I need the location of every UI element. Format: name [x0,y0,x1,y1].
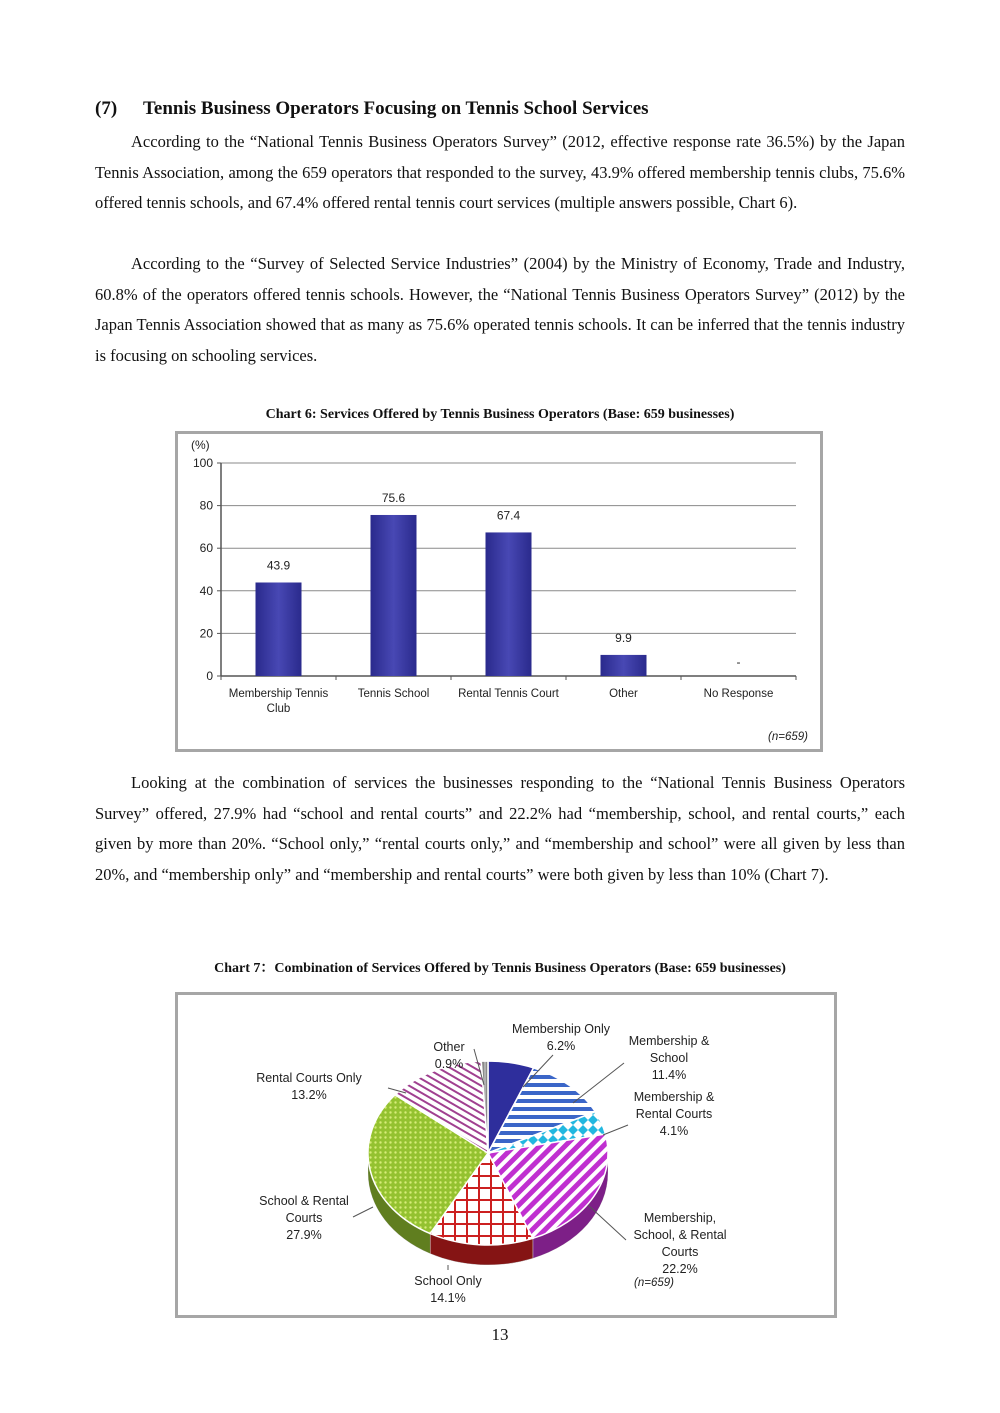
leader-line [353,1207,373,1217]
section-heading [95,98,649,120]
pie-label: Rental Courts Only [256,1071,362,1085]
x-tick-label: Club [266,703,291,715]
x-tick-label: Membership Tennis [228,688,329,700]
y-tick-label: 100 [192,456,213,470]
data-label: 43.9 [266,558,291,573]
pie-label: 13.2% [291,1088,327,1102]
y-tick-label: 0 [206,669,213,683]
chart6-bar-chart [178,434,820,749]
data-label: 67.4 [496,508,521,523]
section-number: (7) [95,98,118,119]
bar [601,655,647,676]
x-tick-label: Tennis School [357,688,430,700]
y-tick-label: 40 [199,583,213,598]
chart7-frame [175,992,837,1318]
pie-label: School, & Rental [633,1228,727,1242]
chart7-pie-chart [178,995,834,1315]
bar [486,532,532,676]
pie-label: School [649,1051,689,1065]
paragraph-2: According to the “Survey of Selected Service Industries” (2004) by the Ministry of Economy, Trade and Industry, 60.8% of the operators offered tennis schools. However, the “National Tennis Business Operators Survey” (2012) by the Japan Tennis Association showed that as many as 75.6% operated tennis schools. It can be inferred that the tennis industry is focusing on schooling services. [95,254,905,365]
data-label: 9.9 [615,630,632,645]
x-tick-label: No Response [703,688,774,700]
x-tick-label: Other [609,688,638,700]
pie-label: Rental Courts [635,1107,713,1121]
paragraph-3: Looking at the combination of services the businesses responding to the “National Tennis Business Operators Survey” offered, 27.9% had “school and rental courts” and 22.2% had “membership, school, and rental courts,” each given by more than 20%. “School only,” “rental courts only,” and “membership and school” were all given by less than 20%, and “membership only” and “membership and rental courts” were both given by less than 10% (Chart 7). [95,773,905,884]
pie-label: Membership, [643,1211,717,1225]
pie-label: School & Rental [259,1194,349,1208]
data-label: - [736,655,741,669]
pie-label: Courts [285,1211,323,1225]
paragraph-1: According to the “National Tennis Business Operators Survey” (2012, effective response rate 36.5%) by the Japan Tennis Association, among the 659 operators that responded to the survey, 43.9% offered membership tennis clubs, 75.6% offered tennis schools, and 67.4% offered rental tennis court services (multiple answers possible, Chart 6). [95,132,905,212]
data-label: 75.6 [381,490,406,505]
bar [256,582,302,676]
pie-label: 27.9% [286,1228,322,1242]
pie-label: Membership & [628,1034,710,1048]
pie-label: 4.1% [659,1124,689,1138]
pie-label: Membership Only [512,1022,610,1036]
pie-label: Courts [661,1245,699,1259]
bar [371,515,417,676]
pie-label: Membership & [633,1090,715,1104]
pie-label: 14.1% [430,1291,466,1305]
pie-label: 6.2% [546,1039,576,1053]
y-tick-label: 20 [199,626,213,641]
leader-line [573,1063,624,1103]
y-axis-unit-label: (%) [191,438,210,452]
x-tick-label: Rental Tennis Court [458,688,559,700]
chart6-frame [175,431,823,752]
leader-line [603,1125,628,1135]
pie-label: 11.4% [651,1068,687,1082]
section-title: Tennis Business Operators Focusing on Tennis School Services [143,98,649,119]
chart7-note: (n=659) [634,1277,674,1289]
leader-line [588,1205,626,1240]
pie-top-group [368,1061,608,1245]
y-tick-label: 60 [199,541,213,556]
chart6-note: (n=659) [768,731,808,743]
pie-label: 22.2% [662,1262,698,1276]
pie-label: 0.9% [434,1057,464,1071]
pie-label: School Only [414,1274,482,1288]
y-tick-label: 80 [199,498,213,513]
chart6-title: Chart 6: Services Offered by Tennis Business Operators (Base: 659 businesses) [265,407,735,422]
pie-label: Other [433,1040,465,1054]
page-number: 13 [491,1325,509,1344]
chart7-title: Chart 7：Combination of Services Offered by Tennis Business Operators (Base: 659 businesses) [214,961,786,976]
